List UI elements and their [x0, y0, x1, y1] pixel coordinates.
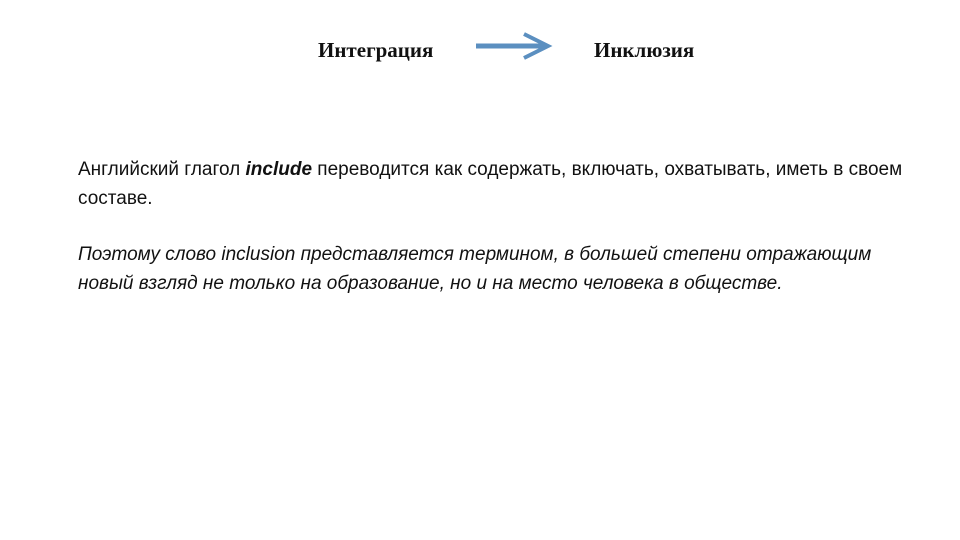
heading-inclusion: Инклюзия [594, 38, 695, 62]
right-arrow-icon [474, 32, 554, 60]
heading-integration: Интеграция [318, 38, 434, 62]
paragraph-definition [78, 155, 918, 213]
paragraph-conclusion: Поэтому слово inclusion представляется термином, в большей степени отражающим новый взгляд не только на образование, но и на место человека в обществе. [78, 244, 872, 294]
paragraph-definition-start: Английский глагол [78, 159, 246, 180]
keyword-include: include [245, 159, 313, 180]
paragraph-definition-end: переводится как содержать, включать, охватывать, иметь в своем составе. [78, 159, 903, 209]
